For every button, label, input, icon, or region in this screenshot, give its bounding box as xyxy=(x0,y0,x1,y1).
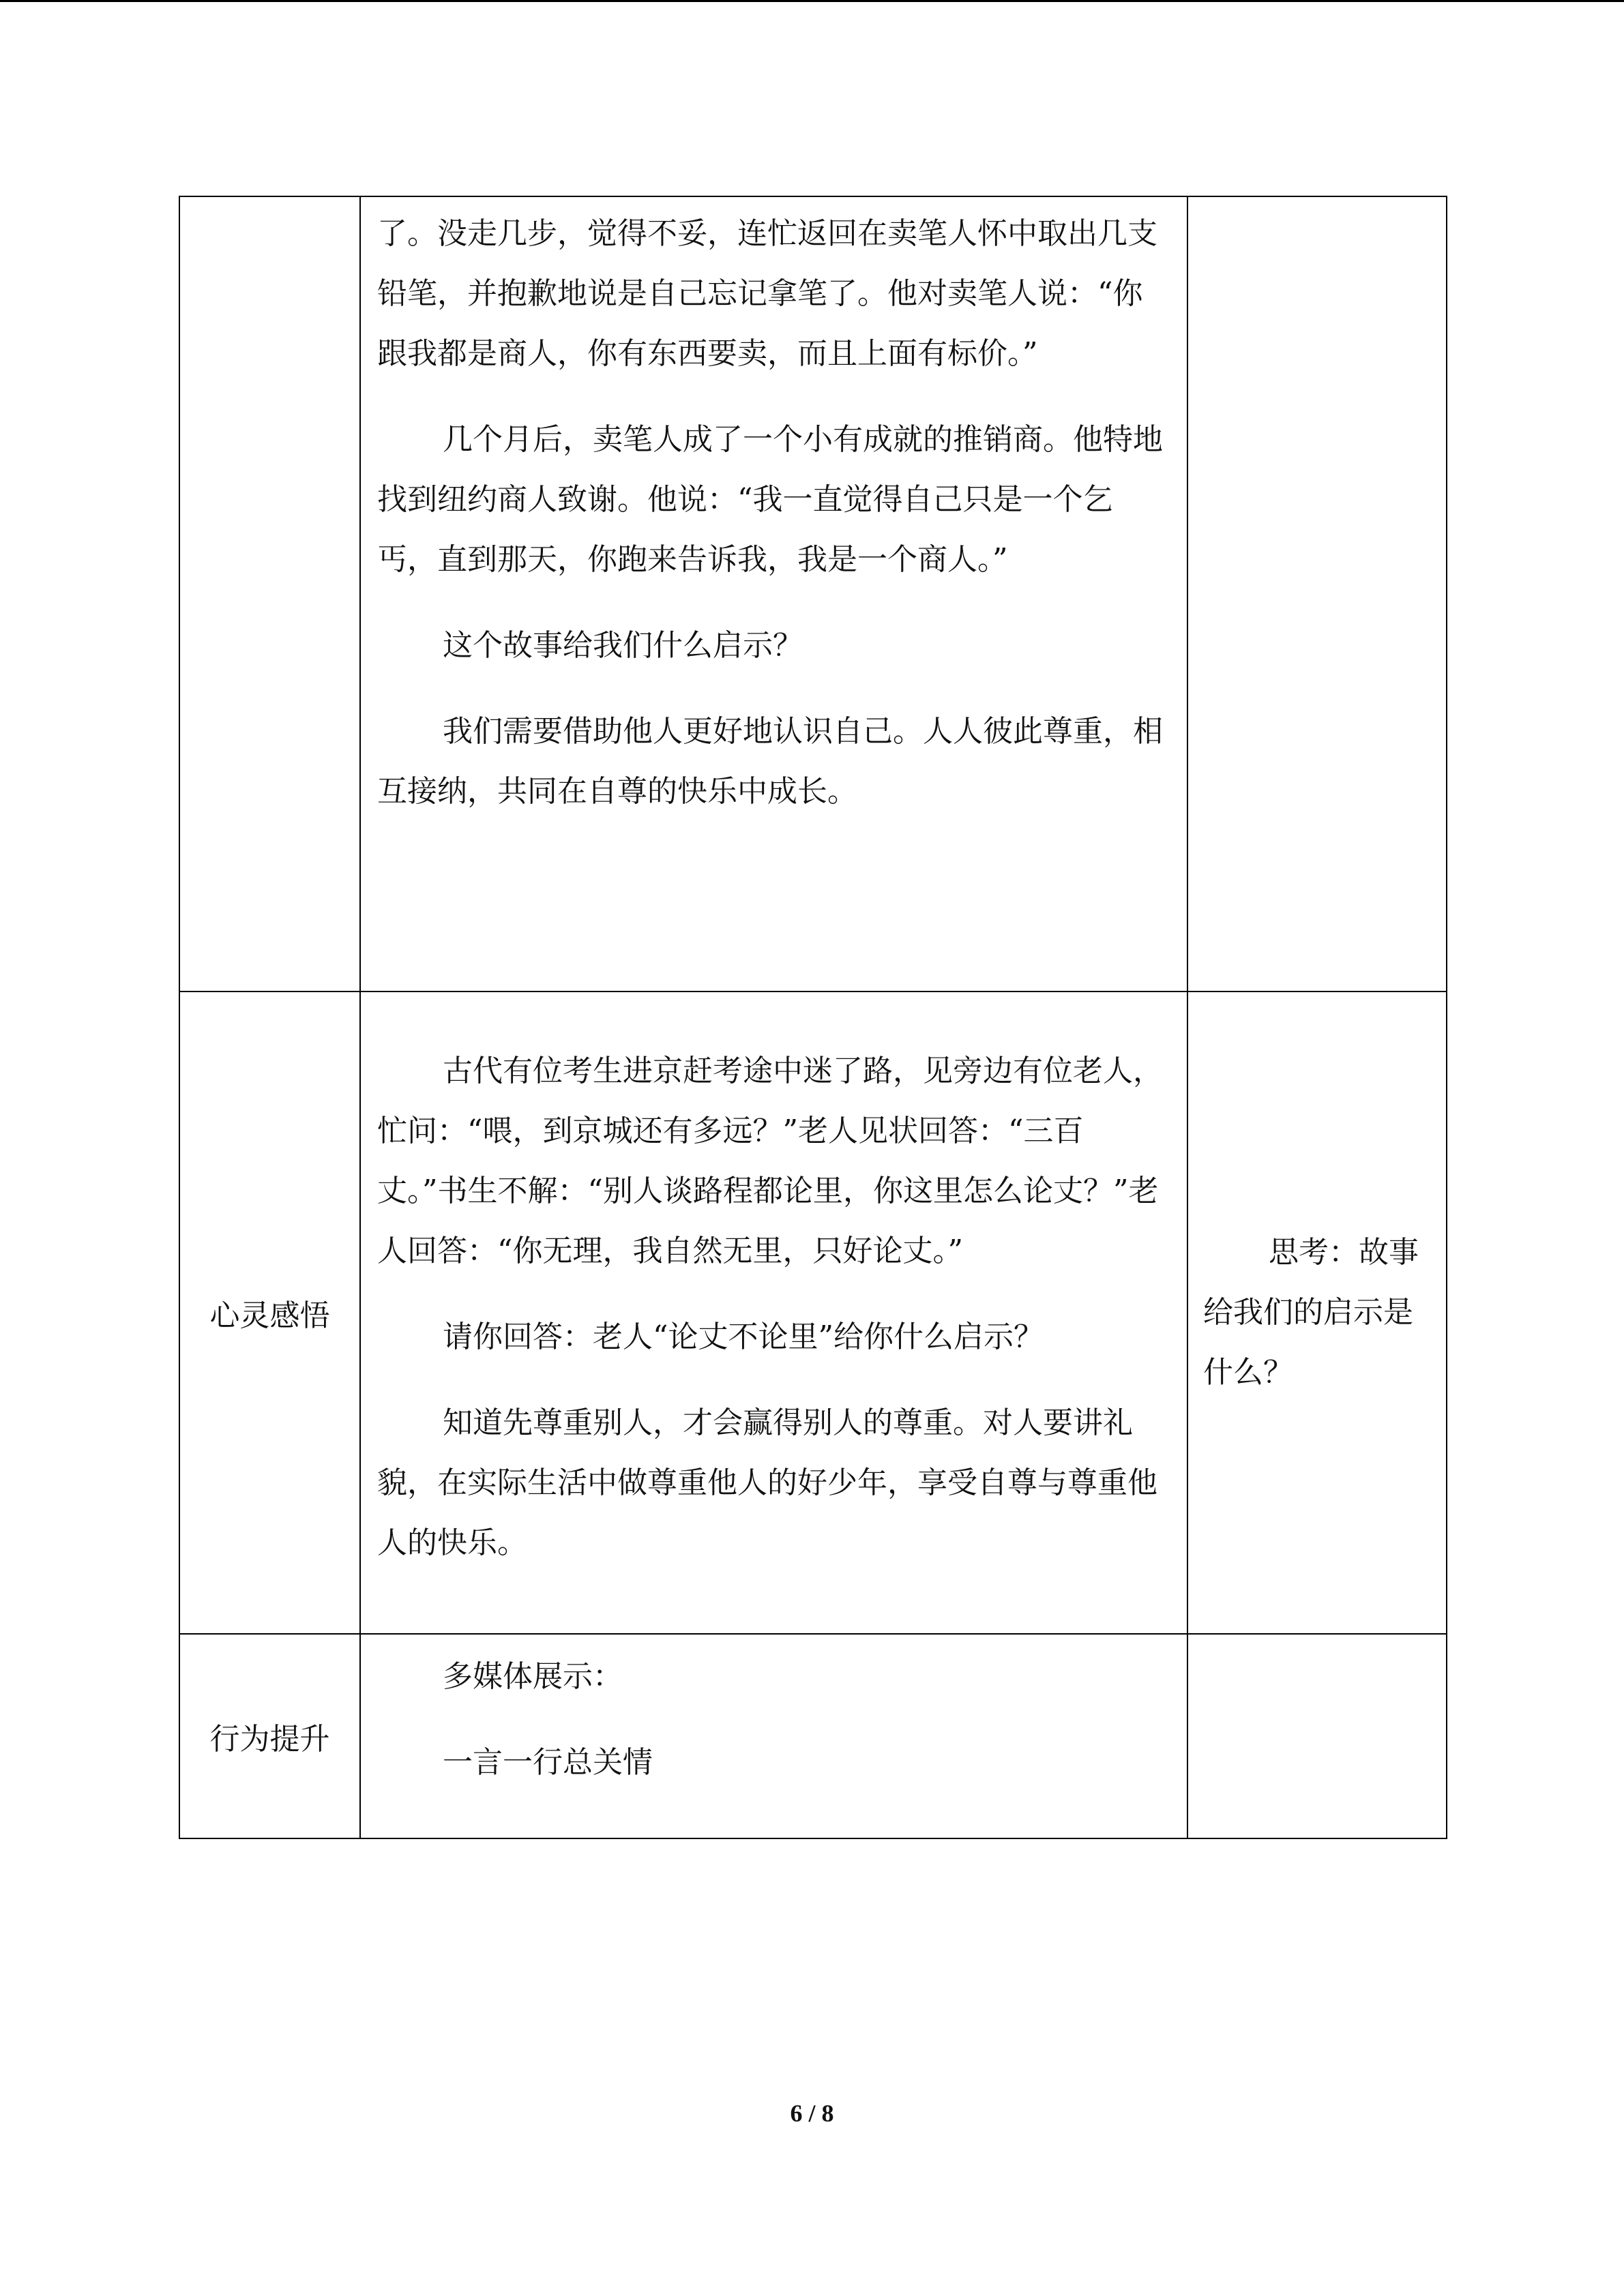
paragraph: 知道先尊重别人，才会赢得别人的尊重。对人要讲礼貌，在实际生活中做尊重他人的好少年，享受自尊与尊重他人的快乐。 xyxy=(377,1405,1157,1560)
page-number: 6 / 8 xyxy=(790,2100,834,2127)
paragraph: 我们需要借助他人更好地认识自己。人人彼此尊重，相互接纳，共同在自尊的快乐中成长。 xyxy=(377,714,1163,809)
row-note xyxy=(1187,992,1447,1634)
row-note xyxy=(1187,1634,1447,1838)
row-label: 心灵感悟 xyxy=(179,992,360,1634)
row-content xyxy=(360,992,1187,1634)
row-label: 行为提升 xyxy=(179,1634,360,1838)
row-note xyxy=(1187,196,1447,992)
note-text: 思考：故事给我们的启示是什么？ xyxy=(1203,1235,1419,1390)
top-border-line xyxy=(0,0,1624,2)
paragraph: 几个月后，卖笔人成了一个小有成就的推销商。他特地找到纽约商人致谢。他说：“我一直觉得自己只是一个乞丐，直到那天，你跑来告诉我，我是一个商人。” xyxy=(377,422,1163,577)
table-row xyxy=(179,992,1447,1634)
row-content xyxy=(360,196,1187,992)
lesson-table xyxy=(179,196,1447,1839)
paragraph: 古代有位考生进京赶考途中迷了路，见旁边有位老人，忙问：“喂，到京城还有多远？”老人见状回答：“三百丈。”书生不解：“别人谈路程都论里，你这里怎么论丈？”老人回答：“你无理，我自然无里，只好论丈。” xyxy=(377,1054,1163,1268)
table-row xyxy=(179,196,1447,992)
paragraph: 了。没走几步，觉得不妥，连忙返回在卖笔人怀中取出几支铅笔，并抱歉地说是自己忘记拿笔了。他对卖笔人说：“你跟我都是商人，你有东西要卖，而且上面有标价。” xyxy=(377,216,1157,371)
paragraph: 这个故事给我们什么启示？ xyxy=(443,628,803,663)
row-label xyxy=(179,196,360,992)
table-row xyxy=(179,1634,1447,1838)
paragraph: 多媒体展示： xyxy=(443,1659,623,1694)
paragraph: 请你回答：老人“论丈不论里”给你什么启示？ xyxy=(443,1320,1044,1354)
row-content xyxy=(360,1634,1187,1838)
paragraph: 一言一行总关情 xyxy=(443,1745,653,1780)
